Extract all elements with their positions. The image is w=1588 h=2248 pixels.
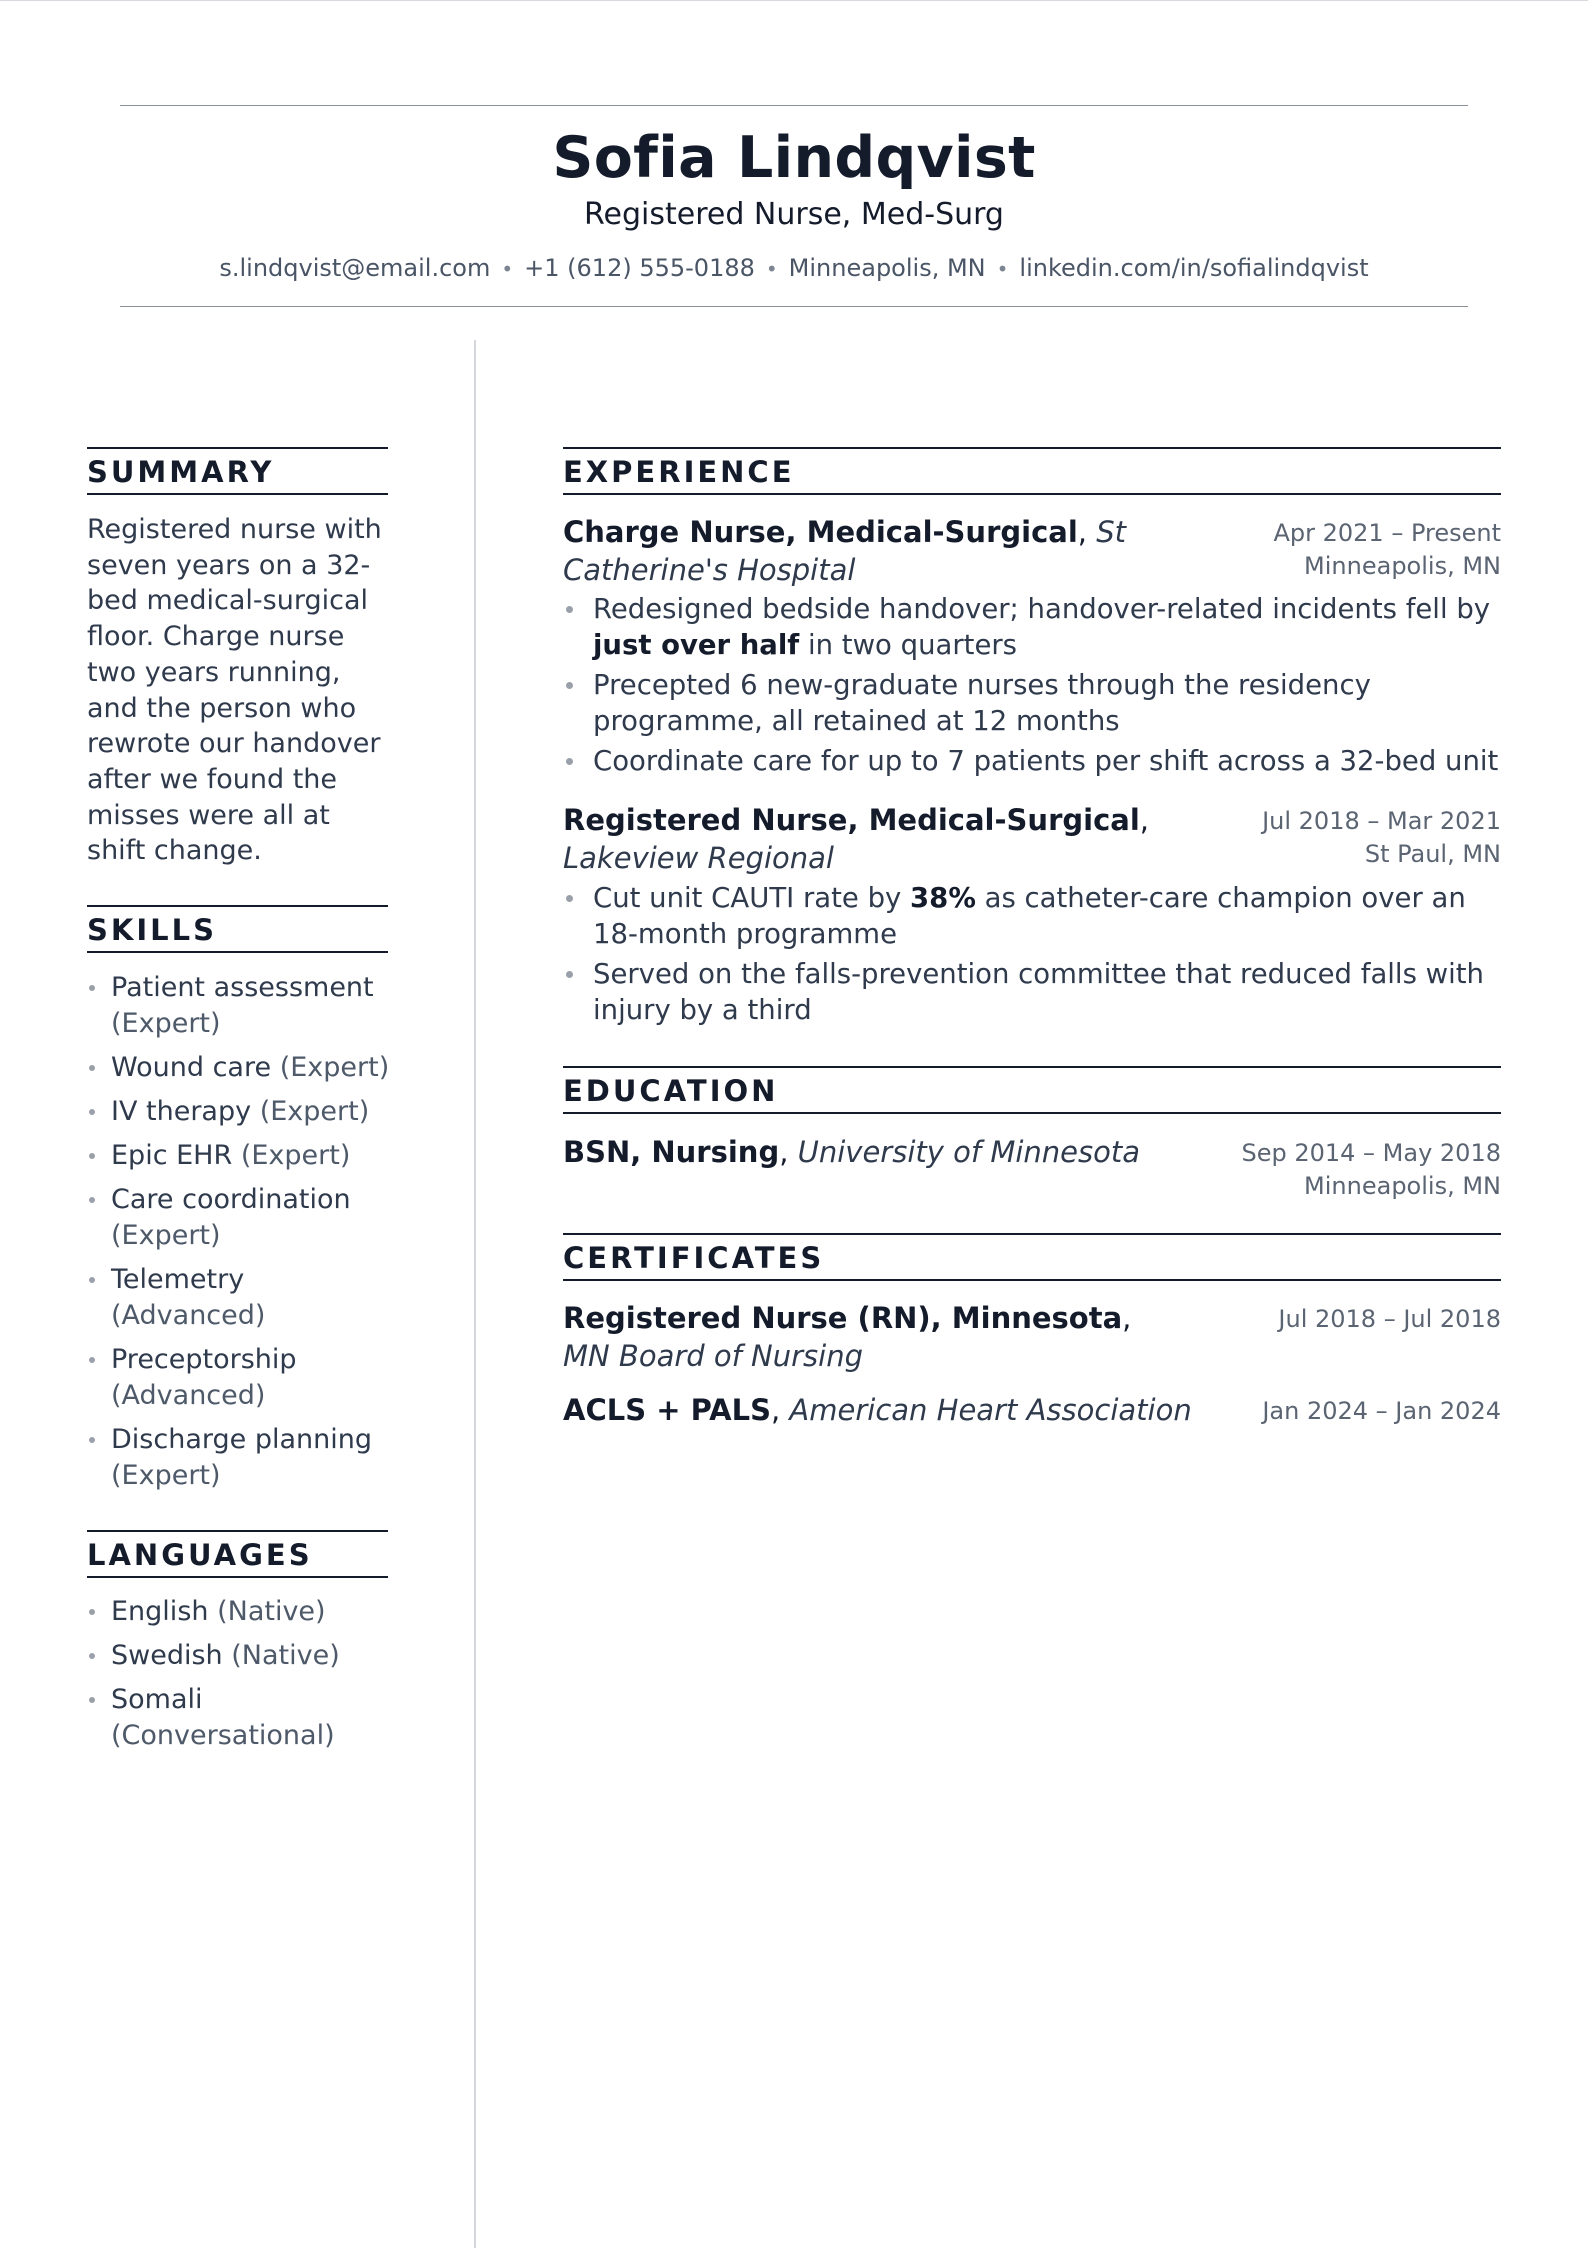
job-title-line: Charge Nurse, Medical-Surgical, St Catherine's Hospital xyxy=(563,515,1126,587)
contact-separator: • xyxy=(765,257,778,281)
certificate-title-line: Registered Nurse (RN), Minnesota, MN Board of Nursing xyxy=(563,1301,1132,1373)
candidate-name: Sofia Lindqvist xyxy=(552,125,1036,191)
languages-heading xyxy=(87,1530,388,1578)
certificate-dates: Jul 2018 – Jul 2018 xyxy=(1278,1305,1501,1333)
skill-item xyxy=(87,1342,407,1414)
bullet-highlight: 38% xyxy=(910,882,976,914)
certificate-title-line: ACLS + PALS, American Heart Association xyxy=(563,1393,1192,1427)
education-title-line: BSN, Nursing, University of Minnesota xyxy=(563,1135,1140,1169)
summary-heading-label: SUMMARY xyxy=(87,455,275,489)
job-employer: St Catherine's Hospital xyxy=(563,515,1126,587)
skills-heading xyxy=(87,905,388,953)
language-item xyxy=(87,1594,407,1630)
skill-level: (Expert) xyxy=(111,1220,221,1251)
job-dates: Apr 2021 – Present xyxy=(1273,519,1501,547)
job-dates: Jul 2018 – Mar 2021 xyxy=(1262,807,1501,835)
job-bullet xyxy=(563,743,1501,779)
bullet-highlight: just over half xyxy=(593,629,800,661)
skill-name: Care coordination xyxy=(111,1184,351,1215)
bullet-text: as catheter-care champion over an 18-month programme xyxy=(593,882,1466,950)
skill-item xyxy=(87,970,407,1042)
bullet-text: Coordinate care for up to 7 patients per shift across a 32-bed unit xyxy=(593,745,1499,777)
contact-separator: • xyxy=(996,257,1009,281)
job-bullet xyxy=(563,956,1501,1028)
skill-name: IV therapy xyxy=(111,1096,252,1127)
contact-email[interactable]: s.lindqvist@email.com xyxy=(219,254,491,282)
summary-text: Registered nurse with seven years on a 32-bed medical-surgical floor. Charge nurse two years running, and the person who rewrote our handover after we found the misses were all at shift change. xyxy=(87,514,382,867)
experience-heading-label: EXPERIENCE xyxy=(563,455,795,489)
bullet-text: Precepted 6 new-graduate nurses through the residency programme, all retained at 12 months xyxy=(593,669,1371,737)
job-location: St Paul, MN xyxy=(1364,840,1501,868)
column-divider xyxy=(474,340,476,2248)
job-title: Registered Nurse, Medical-Surgical xyxy=(563,803,1140,837)
contact-separator: • xyxy=(501,257,514,281)
skills-list xyxy=(87,970,407,1502)
language-name: Somali xyxy=(111,1684,203,1715)
skill-name: Preceptorship xyxy=(111,1344,297,1375)
language-item xyxy=(87,1638,407,1674)
language-item xyxy=(87,1682,371,1754)
skill-item xyxy=(87,1138,407,1174)
certificate-issuer: MN Board of Nursing xyxy=(563,1339,864,1373)
skill-name: Telemetry xyxy=(111,1264,245,1295)
certificate-dates: Jan 2024 – Jan 2024 xyxy=(1262,1397,1501,1425)
resume-header xyxy=(120,105,1468,307)
job-meta xyxy=(1273,517,1501,583)
job-bullet xyxy=(563,667,1383,739)
certificate-name: Registered Nurse (RN), Minnesota xyxy=(563,1301,1123,1335)
skill-name: Patient assessment xyxy=(111,972,374,1003)
education-heading-label: EDUCATION xyxy=(563,1074,779,1108)
job-meta xyxy=(1262,805,1501,871)
education-school: University of Minnesota xyxy=(797,1135,1140,1169)
skill-name: Wound care xyxy=(111,1052,272,1083)
skill-level: (Expert) xyxy=(111,1460,221,1491)
language-name: English xyxy=(111,1596,209,1627)
summary-heading xyxy=(87,447,388,495)
contact-phone[interactable]: +1 (612) 555-0188 xyxy=(524,254,755,282)
skill-level: (Advanced) xyxy=(111,1380,266,1411)
certificate-meta xyxy=(1262,1395,1501,1428)
skill-item xyxy=(87,1182,407,1254)
bullet-text: Redesigned bedside handover; handover-related incidents fell by xyxy=(593,593,1491,625)
skill-item xyxy=(87,1050,407,1086)
contact-line xyxy=(120,251,1468,286)
job-bullet xyxy=(563,880,1501,952)
skill-level: (Expert) xyxy=(259,1096,370,1127)
skill-level: (Expert) xyxy=(240,1140,351,1171)
skill-level: (Advanced) xyxy=(111,1300,266,1331)
contact-location: Minneapolis, MN xyxy=(788,254,986,282)
page-top-edge xyxy=(0,0,1588,1)
skill-name: Discharge planning xyxy=(111,1424,372,1455)
certificates-heading xyxy=(563,1233,1501,1281)
languages-heading-label: LANGUAGES xyxy=(87,1538,313,1572)
bullet-text: in two quarters xyxy=(799,629,1018,661)
bullet-text: Cut unit CAUTI rate by xyxy=(593,882,911,914)
experience-entry xyxy=(563,513,1501,783)
skill-level: (Expert) xyxy=(279,1052,390,1083)
certificates-heading-label: CERTIFICATES xyxy=(563,1241,825,1275)
skills-heading-label: SKILLS xyxy=(87,913,217,947)
bullet-text: Served on the falls-prevention committee that reduced falls with injury by a third xyxy=(593,958,1484,1026)
candidate-headline: Registered Nurse, Med-Surg xyxy=(584,197,1004,232)
language-name: Swedish xyxy=(111,1640,223,1671)
education-degree: BSN, Nursing xyxy=(563,1135,780,1169)
skill-name: Epic EHR xyxy=(111,1140,233,1171)
skill-item xyxy=(87,1422,407,1494)
education-meta xyxy=(1241,1137,1501,1203)
job-bullets xyxy=(563,880,1501,1032)
education-entry xyxy=(563,1133,1501,1203)
skill-item xyxy=(87,1094,407,1130)
job-location: Minneapolis, MN xyxy=(1304,552,1501,580)
job-employer: Lakeview Regional xyxy=(563,841,834,875)
certificate-entry xyxy=(563,1299,1501,1379)
education-dates: Sep 2014 – May 2018 xyxy=(1241,1139,1501,1167)
certificate-name: ACLS + PALS xyxy=(563,1393,771,1427)
job-bullets xyxy=(563,591,1501,783)
education-heading xyxy=(563,1066,1501,1114)
language-level: (Conversational) xyxy=(111,1720,335,1751)
language-level: (Native) xyxy=(217,1596,326,1627)
education-location: Minneapolis, MN xyxy=(1304,1172,1501,1200)
skill-level: (Expert) xyxy=(111,1008,221,1039)
experience-heading xyxy=(563,447,1501,495)
contact-linkedin[interactable]: linkedin.com/in/sofialindqvist xyxy=(1019,254,1369,282)
job-bullet xyxy=(563,591,1501,663)
certificate-meta xyxy=(1278,1303,1501,1336)
certificate-entry xyxy=(563,1391,1501,1431)
language-level: (Native) xyxy=(231,1640,340,1671)
job-title: Charge Nurse, Medical-Surgical xyxy=(563,515,1078,549)
job-title-line: Registered Nurse, Medical-Surgical, Lakeview Regional xyxy=(563,803,1149,875)
certificate-issuer: American Heart Association xyxy=(789,1393,1192,1427)
languages-list xyxy=(87,1594,407,1762)
skill-item xyxy=(87,1262,407,1334)
experience-entry xyxy=(563,801,1501,1031)
